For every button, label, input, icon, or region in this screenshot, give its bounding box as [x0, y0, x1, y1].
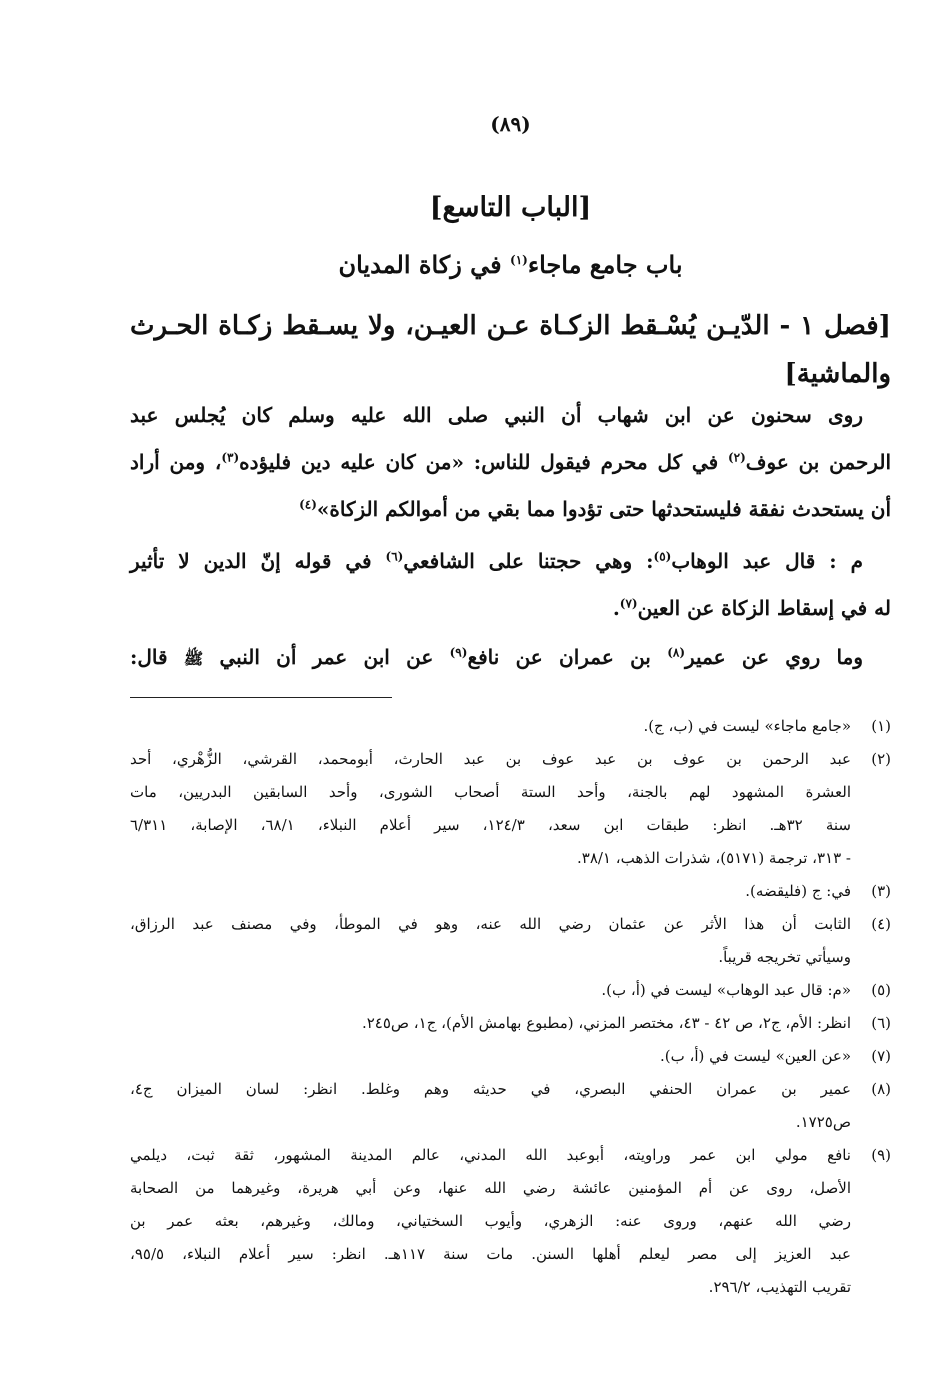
footnote-number: (٢)	[871, 750, 891, 768]
section-heading-line-1: [فصل ١ - الدّيـن يُسْـقط الزكـاة عـن العيـن، ولا يسـقط زكـاة الحـرث	[130, 311, 891, 341]
footnote-line: عبد العزيز إلى مصر ليعلم أهلها السنن. مات سنة ١١٧هـ. انظر: سير أعلام النبلاء، ٩٥/٥،	[130, 1245, 851, 1263]
bab-title	[130, 250, 891, 279]
footnote-text	[130, 1040, 851, 1073]
footnote-ref[interactable]: (٧)	[619, 596, 638, 611]
footnote-line: رضي الله عنهم، وروى عنه: الزهري، وأيوب السختياني، ومالك، وغيرهم، بعثه عمر بن	[130, 1212, 851, 1230]
footnote-line: «عن العين» ليست في (أ، ب).	[660, 1047, 851, 1065]
footnote-number: (٣)	[871, 882, 891, 900]
footnote-number: (٦)	[871, 1014, 891, 1032]
footnote-line: «جامع ماجاء» ليست في (ب، ج).	[643, 717, 851, 735]
footnote-number: (٩)	[871, 1146, 891, 1164]
footnote	[130, 1139, 891, 1304]
footnote-line: في: ج (فليقضه).	[745, 882, 851, 900]
paragraph-3	[130, 634, 891, 682]
footnote-line: الأصل، روى عن أم المؤمنين عائشة رضي الله عنها، وعن أبي هريرة، وغيرهما من الصحابة	[130, 1179, 851, 1197]
bab-title-rest: في زكاة المديان	[338, 250, 502, 279]
text-run: في كل محرم فيقول للناس: «من كان عليه دين فليؤده	[239, 450, 719, 474]
footnote-line: انظر: الأم، ج٢، ص ٤٢ - ٤٣، مختصر المزني، (مطبوع بهامش الأم)، ج١، ص٢٤٥.	[361, 1014, 851, 1032]
footnote-number: (٧)	[871, 1047, 891, 1065]
footnote-text	[130, 743, 851, 875]
footnote-line: الثابت أن هذا الأثر عن عثمان رضي الله عنه، وهو في الموطأ، وفي مصنف عبد الرزاق،	[130, 915, 851, 933]
paragraph-2	[130, 538, 891, 632]
footnote	[130, 1073, 891, 1139]
footnote-line: وسيأتي تخريجه قريباً.	[718, 948, 851, 966]
footnote	[130, 743, 891, 875]
footnote-line: - ٣١٣، ترجمة (٥١٧١)، شذرات الذهب، ٣٨/١.	[576, 849, 851, 867]
footnote-ref[interactable]: (٢)	[727, 450, 746, 465]
footnote-separator	[130, 697, 392, 698]
text-run: .	[612, 596, 620, 620]
footnote-ref[interactable]: (٤)	[299, 497, 317, 512]
footnote-line: عمير بن عمران الحنفي البصري، في حديثه وهم وغلط. انظر: لسان الميزان ج٤،	[130, 1080, 851, 1098]
footnote	[130, 1007, 891, 1040]
bab-title-text: باب جامع ماجاء	[527, 250, 683, 279]
section-heading	[130, 302, 891, 398]
page-number: (٨٩)	[490, 112, 531, 136]
footnote-text	[130, 1073, 851, 1139]
footnote	[130, 710, 891, 743]
footnote-ref[interactable]: (٥)	[653, 549, 672, 564]
footnote-line: تقريب التهذيب، ٢٩٦/٢.	[708, 1278, 851, 1296]
footnote-line: العشرة المشهود لهم بالجنة، وأحد الستة أصحاب الشورى، وأحد السابقين البدريين، مات	[130, 783, 851, 801]
footnote-line: «م: قال عبد الوهاب» ليست في (أ، ب).	[601, 981, 851, 999]
text-run: ، ومن أراد	[130, 450, 222, 474]
footnote-text	[130, 875, 851, 908]
footnote-text	[130, 908, 851, 974]
footnote-text	[130, 710, 851, 743]
footnote-text	[130, 1007, 851, 1040]
text-run: عن ابن عمر أن النبي	[219, 645, 434, 669]
text-run: قال:	[130, 645, 168, 669]
footnote-ref[interactable]: (١)	[510, 253, 528, 267]
paragraph-line	[130, 538, 891, 585]
footnote-ref[interactable]: (٨)	[667, 645, 686, 660]
text-run: أن يستحدث نفقة فليستحدثها حتى تؤدوا مما بقي من أموالكم الزكاة»	[316, 497, 891, 521]
footnote-line: نافع مولي ابن عمر وراويته، أبوعبد الله المدني، عالم المدينة المشهور، ثقة ثبت، ديلمي	[130, 1146, 851, 1164]
text-run: م : قال عبد الوهاب	[671, 549, 863, 573]
footnote	[130, 908, 891, 974]
footnote-number: (٥)	[871, 981, 891, 999]
text-run: له في إسقاط الزكاة عن العين	[637, 596, 891, 620]
paragraph-line: روى سحنون عن ابن شهاب أن النبي صلى الله عليه وسلم كان يُجلس عبد	[130, 403, 863, 427]
paragraph-line	[130, 585, 891, 632]
footnotes	[130, 710, 891, 1304]
footnote-text	[130, 974, 851, 1007]
footnote-number: (٤)	[871, 915, 891, 933]
section-heading-line-2: والماشية]	[784, 359, 891, 389]
text-run: الرحمن بن عوف	[745, 450, 891, 474]
page	[130, 0, 891, 1388]
text-run: وما روي عن عمير	[685, 645, 864, 669]
footnote-number: (٨)	[871, 1080, 891, 1098]
footnote	[130, 974, 891, 1007]
footnote	[130, 1040, 891, 1073]
text-run: بن عمران عن نافع	[467, 645, 651, 669]
footnote-ref[interactable]: (٣)	[221, 450, 240, 465]
footnote-line: سنة ٣٢هـ. انظر: طبقات ابن سعد، ١٢٤/٣، سير أعلام النبلاء، ٦٨/١، الإصابة، ٦/٣١١	[130, 816, 851, 834]
text-run: في قوله إنّ الدين لا تأثير	[130, 549, 372, 573]
paragraph-line	[130, 439, 891, 486]
footnote-text	[130, 1139, 851, 1304]
footnote-line: ص١٧٢٥.	[795, 1113, 851, 1131]
salawat-glyph: ﷺ	[183, 649, 204, 668]
paragraph-line	[130, 486, 891, 533]
footnote-ref[interactable]: (٩)	[449, 645, 468, 660]
footnote-line: عبد الرحمن بن عوف بن عبد عوف بن عبد الحارث، أبومحمد، القرشي، الزُّهْري، أحد	[130, 750, 851, 768]
paragraph-line	[130, 634, 891, 682]
chapter-title: [الباب التاسع]	[429, 192, 592, 223]
paragraph-1	[130, 392, 891, 533]
footnote	[130, 875, 891, 908]
footnote-ref[interactable]: (٦)	[385, 549, 404, 564]
footnote-number: (١)	[871, 717, 891, 735]
text-run: : وهي حجتنا على الشافعي	[403, 549, 654, 573]
